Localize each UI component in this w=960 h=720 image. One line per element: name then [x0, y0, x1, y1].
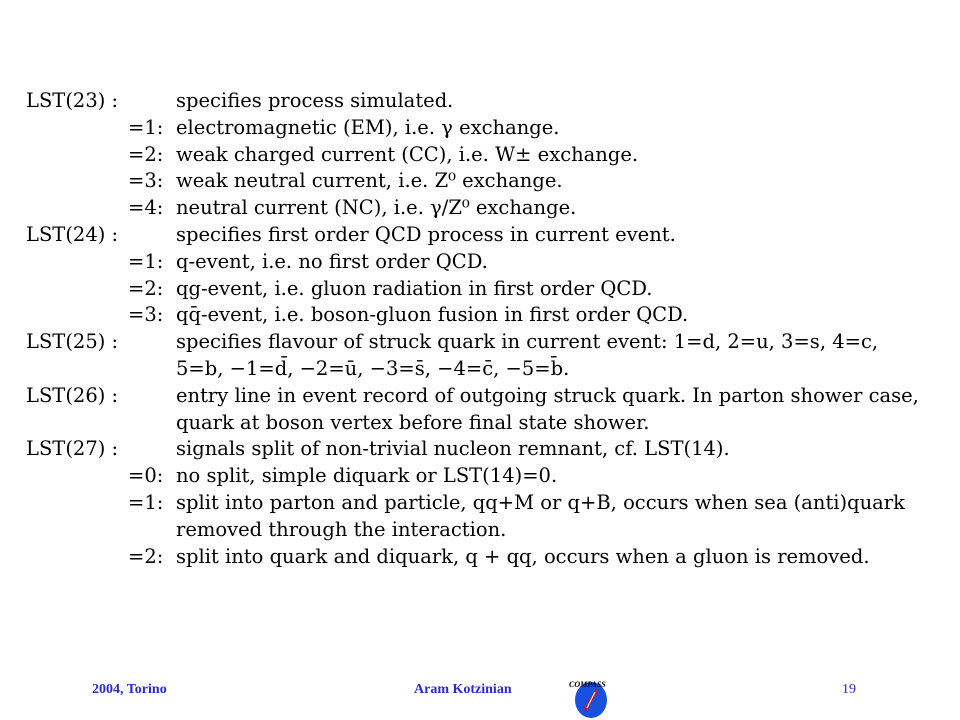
param-desc: weak charged current (CC), i.e. W± exchange. — [176, 142, 639, 166]
param-code: =1: — [128, 490, 164, 514]
param-code: =1: — [128, 115, 164, 139]
param-desc: specifies process simulated. — [176, 89, 454, 112]
param-code: =2: — [128, 142, 164, 166]
list-item — [26, 115, 946, 142]
param-desc: split into parton and particle, qq+M or q+B, occurs when sea (anti)quark — [176, 490, 905, 514]
list-item — [26, 142, 946, 169]
list-item — [26, 276, 946, 303]
param-code: =2: — [128, 276, 164, 300]
param-desc: specifies flavour of struck quark in current event: 1=d, 2=u, 3=s, 4=c, — [176, 330, 879, 354]
param-desc: quark at boson vertex before final state shower. — [176, 410, 650, 434]
list-item — [26, 356, 946, 383]
logo-text: COMPASS — [569, 680, 606, 689]
param-key: LST(26) : — [26, 383, 119, 407]
param-desc: specifies first order QCD process in current event. — [176, 222, 676, 246]
param-code: =2: — [128, 544, 164, 568]
param-desc: signals split of non-trivial nucleon remnant, cf. LST(14). — [176, 437, 730, 461]
param-desc: electromagnetic (EM), i.e. γ exchange. — [176, 115, 560, 139]
param-code: =3: — [128, 303, 164, 327]
param-code: =3: — [128, 169, 164, 193]
list-item — [26, 329, 946, 356]
list-item — [26, 490, 946, 517]
param-desc: q-event, i.e. no first order QCD. — [176, 249, 488, 273]
list-item — [26, 302, 946, 329]
list-item — [26, 383, 946, 410]
list-item — [26, 249, 946, 276]
list-item — [26, 410, 946, 437]
param-desc: no split, simple diquark or LST(14)=0. — [176, 464, 558, 488]
list-item — [26, 168, 946, 195]
param-desc: split into quark and diquark, q + qq, occurs when a gluon is removed. — [176, 544, 870, 568]
list-item — [26, 463, 946, 490]
param-desc: qq̄-event, i.e. boson-gluon fusion in first order QCD. — [176, 303, 689, 327]
footer-author: Aram Kotzinian — [414, 682, 512, 697]
param-desc: neutral current (NC), i.e. γ/Z⁰ exchange. — [176, 196, 577, 220]
slide-footer — [0, 672, 960, 720]
footer-event: 2004, Torino — [92, 682, 167, 697]
param-desc: removed through the interaction. — [176, 517, 507, 541]
param-code: =4: — [128, 196, 164, 220]
param-key: LST(23) : — [26, 89, 119, 112]
list-item — [26, 88, 946, 115]
param-code: =0: — [128, 464, 164, 488]
param-desc: entry line in event record of outgoing struck quark. In parton shower case, — [176, 383, 919, 407]
list-item — [26, 195, 946, 222]
param-desc: qg-event, i.e. gluon radiation in first order QCD. — [176, 276, 653, 300]
list-item — [26, 222, 946, 249]
list-item — [26, 544, 946, 571]
param-desc: 5=b, −1=d̄, −2=ū, −3=s̄, −4=c̄, −5=b̄. — [176, 356, 570, 380]
param-key: LST(25) : — [26, 330, 119, 354]
compass-logo-icon — [566, 674, 616, 720]
page-number: 19 — [842, 682, 856, 697]
parameter-list — [26, 88, 946, 570]
param-key: LST(27) : — [26, 437, 119, 461]
param-desc: weak neutral current, i.e. Z⁰ exchange. — [176, 169, 563, 193]
list-item — [26, 517, 946, 544]
param-key: LST(24) : — [26, 222, 119, 246]
param-code: =1: — [128, 249, 164, 273]
list-item — [26, 436, 946, 463]
